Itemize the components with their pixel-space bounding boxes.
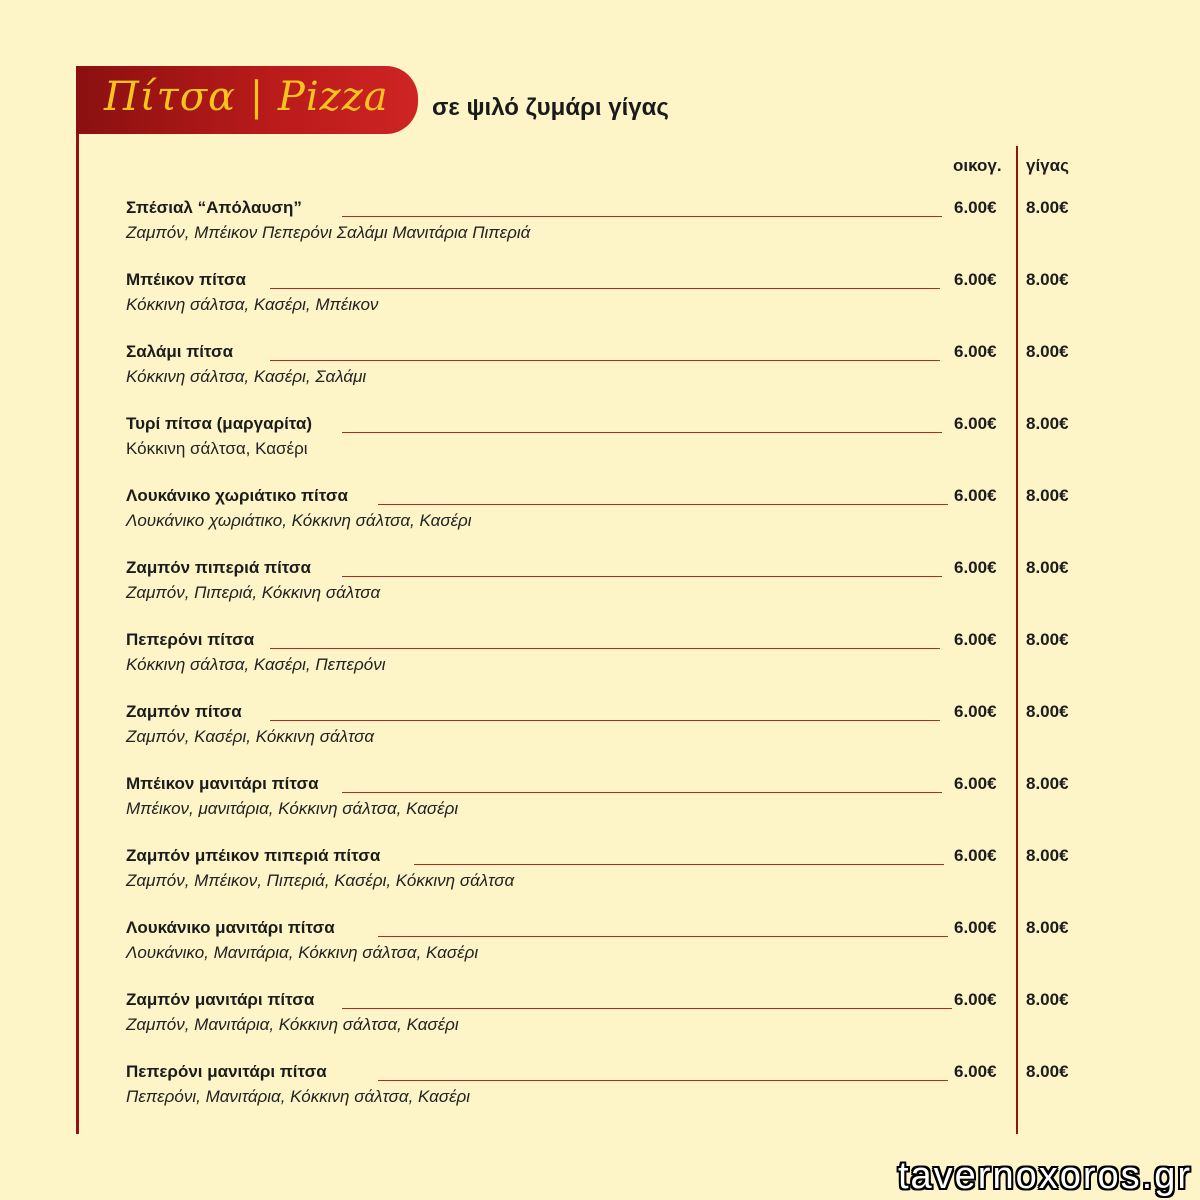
- watermark-text: tavernoxoros.gr: [897, 1155, 1192, 1197]
- price-giant: 8.00€: [1026, 846, 1069, 865]
- menu-item: [126, 270, 1086, 342]
- leader-line: [378, 504, 948, 505]
- price-giant: 8.00€: [1026, 486, 1069, 505]
- menu-item: [126, 918, 1086, 990]
- menu-item: [126, 342, 1086, 414]
- menu-item: [126, 198, 1086, 270]
- price-giant: 8.00€: [1026, 558, 1069, 577]
- price-giant: 8.00€: [1026, 702, 1069, 721]
- price-family: 6.00€: [954, 270, 997, 289]
- menu-item: [126, 702, 1086, 774]
- item-name: Λουκάνικο χωριάτικο πίτσα: [126, 486, 348, 505]
- price-family: 6.00€: [954, 342, 997, 361]
- leader-line: [414, 864, 944, 865]
- item-name: Σαλάμι πίτσα: [126, 342, 234, 361]
- item-name: Μπέικον μανιτάρι πίτσα: [126, 774, 319, 793]
- price-family: 6.00€: [954, 1062, 997, 1081]
- menu-item: [126, 846, 1086, 918]
- leader-line: [342, 1008, 952, 1009]
- menu-item: [126, 1062, 1086, 1134]
- price-giant: 8.00€: [1026, 270, 1069, 289]
- item-description: Κόκκινη σάλτσα, Κασέρι, Πεπερόνι: [126, 655, 386, 674]
- menu-item: [126, 414, 1086, 486]
- price-giant: 8.00€: [1026, 774, 1069, 793]
- title-banner: [76, 66, 418, 134]
- item-name: Μπέικον πίτσα: [126, 270, 246, 289]
- menu-item: [126, 486, 1086, 558]
- item-description: Ζαμπόν, Μανιτάρια, Κόκκινη σάλτσα, Κασέρι: [126, 1015, 459, 1034]
- leader-line: [270, 648, 940, 649]
- item-description: Κόκκινη σάλτσα, Κασέρι, Μπέικον: [126, 295, 379, 314]
- item-name: Σπέσιαλ “Απόλαυση”: [126, 198, 302, 217]
- price-family: 6.00€: [954, 486, 997, 505]
- price-family: 6.00€: [954, 198, 997, 217]
- item-name: Πεπερόνι μανιτάρι πίτσα: [126, 1062, 327, 1081]
- leader-line: [342, 432, 942, 433]
- menu-item: [126, 630, 1086, 702]
- menu-item: [126, 990, 1086, 1062]
- price-family: 6.00€: [954, 414, 997, 433]
- price-family: 6.00€: [954, 702, 997, 721]
- price-giant: 8.00€: [1026, 630, 1069, 649]
- leader-line: [378, 1080, 948, 1081]
- leader-line: [270, 360, 940, 361]
- leader-line: [342, 576, 942, 577]
- column-header-giant: γίγας: [1026, 156, 1069, 175]
- price-family: 6.00€: [954, 630, 997, 649]
- item-name: Ζαμπόν πίτσα: [126, 702, 242, 721]
- price-giant: 8.00€: [1026, 342, 1069, 361]
- item-description: Ζαμπόν, Πιπεριά, Κόκκινη σάλτσα: [126, 583, 381, 602]
- item-name: Πεπερόνι πίτσα: [126, 630, 255, 649]
- price-family: 6.00€: [954, 558, 997, 577]
- item-name: Ζαμπόν μπέικον πιπεριά πίτσα: [126, 846, 381, 865]
- price-giant: 8.00€: [1026, 918, 1069, 937]
- item-description: Ζαμπόν, Μπέικον, Πιπεριά, Κασέρι, Κόκκινη σάλτσα: [126, 871, 515, 890]
- leader-line: [270, 720, 940, 721]
- price-family: 6.00€: [954, 990, 997, 1009]
- menu-item: [126, 558, 1086, 630]
- item-name: Τυρί πίτσα (μαργαρίτα): [126, 414, 313, 433]
- item-name: Ζαμπόν μανιτάρι πίτσα: [126, 990, 315, 1009]
- price-giant: 8.00€: [1026, 1062, 1069, 1081]
- price-giant: 8.00€: [1026, 414, 1069, 433]
- item-description: Μπέικον, μανιτάρια, Κόκκινη σάλτσα, Κασέρι: [126, 799, 459, 818]
- item-description: Κόκκινη σάλτσα, Κασέρι: [126, 439, 308, 458]
- item-name: Λουκάνικο μανιτάρι πίτσα: [126, 918, 335, 937]
- item-description: Ζαμπόν, Μπέικον Πεπερόνι Σαλάμι Μανιτάρια Πιπεριά: [126, 223, 531, 242]
- item-description: Λουκάνικο χωριάτικο, Κόκκινη σάλτσα, Κασέρι: [126, 511, 472, 530]
- page-subtitle: σε ψιλό ζυμάρι γίγας: [432, 94, 669, 121]
- item-description: Κόκκινη σάλτσα, Κασέρι, Σαλάμι: [126, 367, 367, 386]
- item-description: Λουκάνικο, Μανιτάρια, Κόκκινη σάλτσα, Κασέρι: [126, 943, 479, 962]
- page-title: Πίτσα | Pizza: [104, 74, 389, 120]
- price-family: 6.00€: [954, 774, 997, 793]
- leader-line: [342, 216, 942, 217]
- item-name: Ζαμπόν πιπεριά πίτσα: [126, 558, 311, 577]
- menu-item: [126, 774, 1086, 846]
- price-family: 6.00€: [954, 918, 997, 937]
- menu-list: [126, 198, 1086, 1134]
- item-description: Ζαμπόν, Κασέρι, Κόκκινη σάλτσα: [126, 727, 375, 746]
- price-giant: 8.00€: [1026, 198, 1069, 217]
- leader-line: [270, 288, 940, 289]
- left-border-line: [76, 68, 79, 1134]
- leader-line: [342, 792, 942, 793]
- price-family: 6.00€: [954, 846, 997, 865]
- leader-line: [378, 936, 948, 937]
- column-header-family: οικογ.: [953, 156, 1002, 175]
- price-giant: 8.00€: [1026, 990, 1069, 1009]
- item-description: Πεπερόνι, Μανιτάρια, Κόκκινη σάλτσα, Κασέρι: [126, 1087, 471, 1106]
